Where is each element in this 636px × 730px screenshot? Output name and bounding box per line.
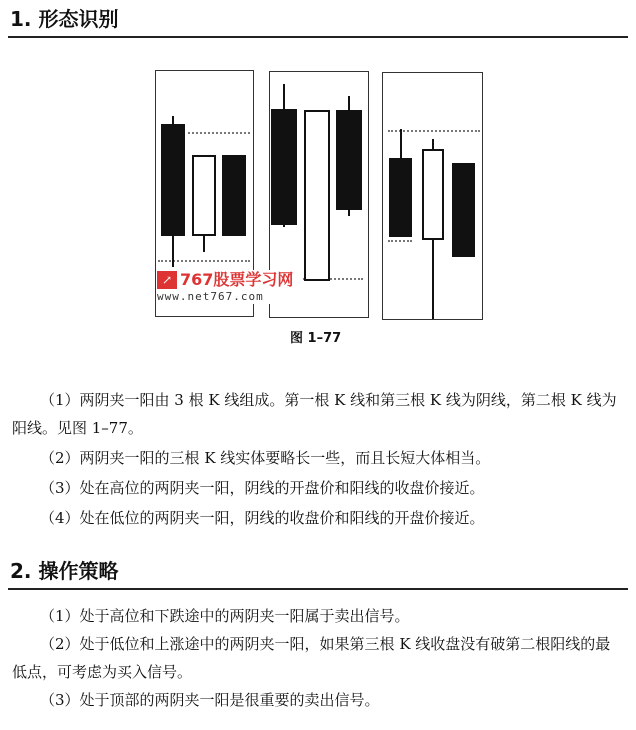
watermark-name: 767股票学习网: [180, 270, 294, 289]
paragraph: （1）两阴夹一阳由 3 根 K 线组成。第一根 K 线和第三根 K 线为阴线，第二根 K 线为阳线。见图 1–77。: [12, 391, 617, 437]
dotted-line: [188, 132, 250, 134]
chart-trend-icon: ↗: [157, 271, 177, 289]
watermark-url: www.net767.com: [157, 290, 264, 303]
bearish-candle: [271, 109, 297, 225]
paragraph: （2）两阴夹一阳的三根 K 线实体要略长一些，而且长短大体相当。: [40, 449, 491, 467]
paragraph: （1）处于高位和下跌途中的两阴夹一阳属于卖出信号。: [40, 607, 410, 625]
paragraph: （3）处于顶部的两阴夹一阳是很重要的卖出信号。: [40, 691, 380, 709]
bearish-candle: [336, 110, 362, 210]
bullish-candle: [304, 110, 330, 281]
section-heading-1: 1. 形态识别: [8, 6, 628, 38]
paragraph: （3）处在高位的两阴夹一阳，阴线的开盘价和阳线的收盘价接近。: [40, 479, 485, 497]
body-text: [8, 386, 628, 714]
figure-caption: 图 1–77: [290, 331, 342, 346]
bullish-candle: [192, 155, 216, 236]
bearish-candle: [452, 163, 475, 257]
paragraph: （2）处于低位和上涨途中的两阴夹一阳，如果第三根 K 线收盘没有破第二根阳线的最低点，可考虑为买入信号。: [12, 635, 611, 681]
bearish-candle: [389, 158, 412, 237]
bearish-candle: [222, 155, 246, 236]
dotted-line: [388, 240, 412, 242]
watermark-logo: [157, 270, 293, 304]
section-heading-2: 2. 操作策略: [8, 558, 628, 590]
bearish-candle: [161, 124, 185, 236]
paragraph: （4）处在低位的两阴夹一阳，阴线的收盘价和阳线的开盘价接近。: [40, 509, 485, 527]
bullish-candle: [422, 149, 444, 240]
